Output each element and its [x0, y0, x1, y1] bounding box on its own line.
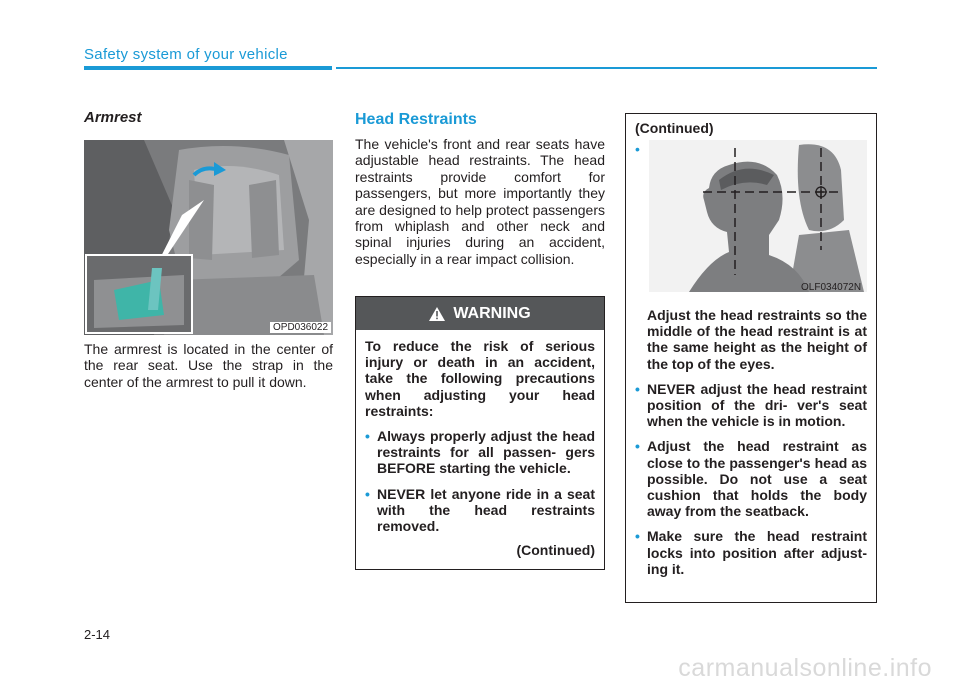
section-title: Safety system of your vehicle	[84, 46, 288, 63]
continued-bullet: • Adjust the head restraint as close to the passenger's head as possible. Do not use a seat cushion that holds the body away from the seatback.	[635, 438, 867, 519]
header-rule-thick	[84, 66, 332, 70]
continued-bullet: • Make sure the head restraint locks into position after adjust- ing it.	[635, 528, 867, 577]
head-restraints-heading: Head Restraints	[355, 111, 477, 128]
page-number: 2-14	[84, 627, 111, 642]
armrest-text: The armrest is located in the center of the rear seat. Use the strap in the center of the armrest to pull it down.	[84, 341, 333, 390]
bullet-icon: •	[635, 141, 640, 157]
warning-icon	[429, 307, 445, 321]
warning-continued: (Continued)	[516, 542, 595, 559]
head-restraints-text: The vehicle's front and rear seats have adjustable head restraints. The head restraints provide comfort for passengers, but more importantly they are designed to help protect passengers from whiplash and other neck and spinal injuries during an accident, especially in a rear impact collision.	[355, 136, 605, 267]
armrest-figure	[84, 140, 333, 335]
warning-intro: To reduce the risk of serious injury or death in an accident, take the following precautions when adjusting your head restraints:	[365, 338, 595, 419]
armrest-figure-code: OPD036022	[270, 322, 331, 333]
continued-bullet: • NEVER adjust the head restraint position of the dri- ver's seat when the vehicle is in motion.	[635, 381, 867, 430]
continued-title: (Continued)	[635, 120, 714, 136]
warning-label: WARNING	[453, 304, 531, 322]
continued-first-item: Adjust the head restraints so the middle of the head restraint is at the same height as the height of the top of the eyes.	[647, 307, 867, 372]
head-restraint-figure	[649, 140, 867, 292]
continued-box	[625, 113, 877, 603]
armrest-heading: Armrest	[84, 109, 142, 126]
watermark: carmanualsonline.info	[678, 654, 932, 682]
warning-bullet: • NEVER let anyone ride in a seat with the head restraints removed.	[365, 486, 595, 535]
warning-box	[355, 296, 605, 570]
header-rule-thin	[336, 67, 877, 69]
head-restraint-figure-code: OLF034072N	[801, 282, 862, 293]
warning-bar	[356, 297, 604, 330]
warning-bullet: • Always properly adjust the head restraints for all passen- gers BEFORE starting the vehicle.	[365, 428, 595, 477]
